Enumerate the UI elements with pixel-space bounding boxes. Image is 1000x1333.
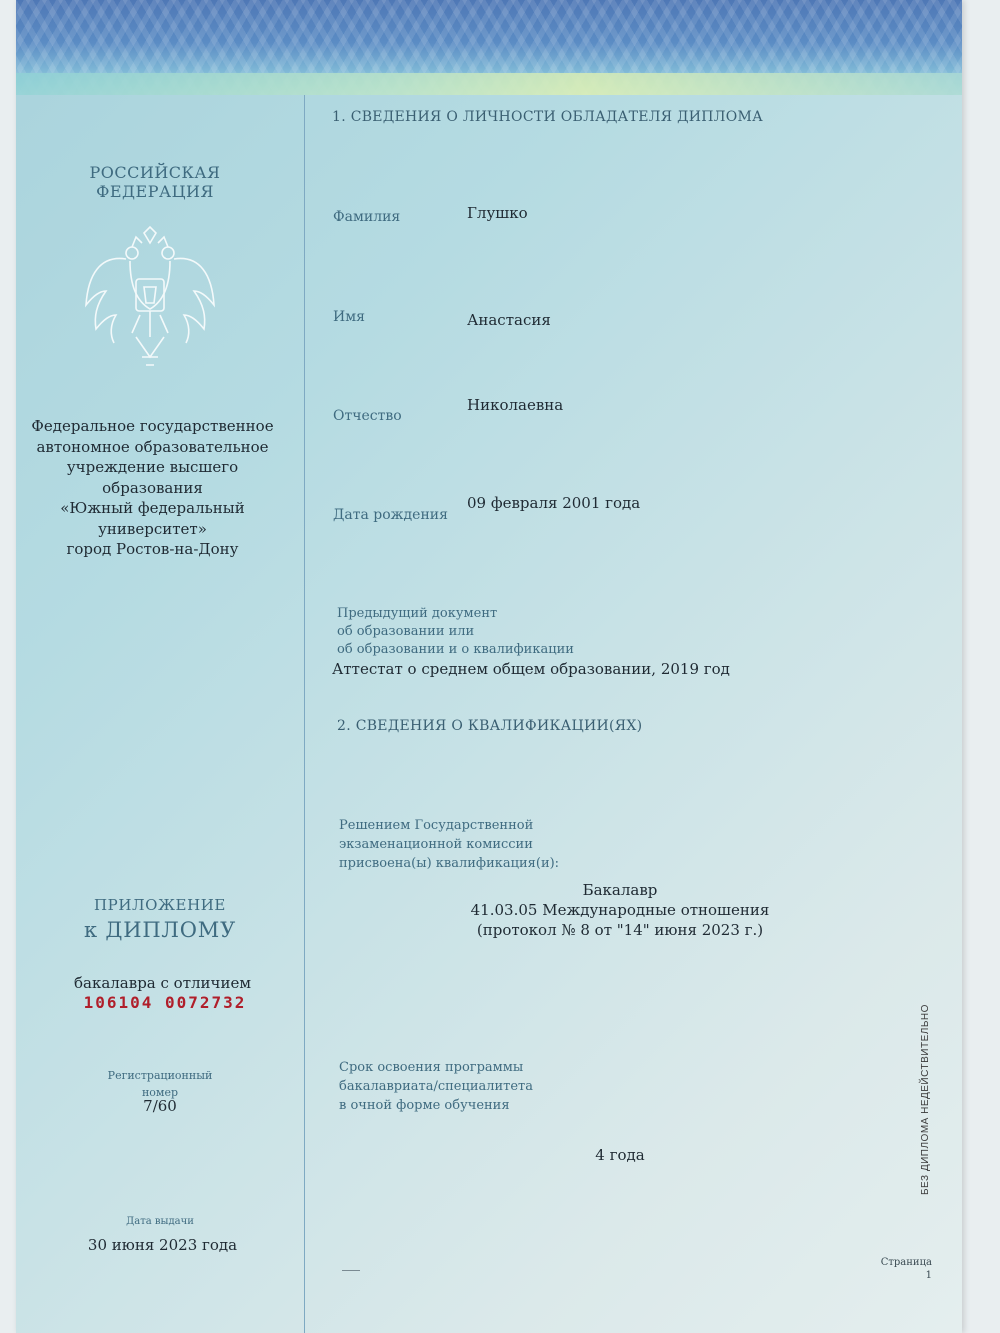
qualification-title: Бакалавр [582,881,658,899]
page-label: Страница [880,1257,932,1268]
registration-label-line2: номер [141,1086,179,1099]
institution-block [30,416,275,560]
qualification-block [420,880,820,940]
study-term-value: 4 года [595,1146,645,1164]
patronymic-label: Отчество [333,408,402,424]
commission-decision-line: Решением Государственной [339,818,534,833]
name-value: Анастасия [467,311,551,329]
commission-decision-line: присвоена(ы) квалификация(и): [339,856,560,871]
commission-decision-label [339,816,559,873]
study-term-label [339,1058,533,1115]
institution-line: Федеральное государственное [31,417,274,435]
column-divider [304,95,305,1333]
decorative-top-band [16,0,962,95]
degree-type: бакалавра с отличием [73,974,251,992]
decorative-stripe [16,73,962,95]
appendix-title-line1: ПРИЛОЖЕНИЕ [94,896,226,914]
institution-line: университет» [98,519,207,538]
country-line1: РОССИЙСКАЯ [89,163,221,182]
previous-document-label-line: об образовании и о квалификации [337,642,574,657]
name-label: Имя [333,309,365,325]
study-term-label-line: бакалавриата/специалитета [339,1079,534,1094]
footer-dash [342,1270,360,1271]
validity-note: БЕЗ ДИПЛОМА НЕДЕЙСТВИТЕЛЬНО [920,1004,931,1195]
study-term-label-line: Срок освоения программы [339,1060,524,1075]
previous-document-label-line: Предыдущий документ [337,606,498,621]
institution-line: учреждение высшего образования [66,458,239,497]
page-indicator [862,1256,932,1282]
registration-label-line1: Регистрационный [107,1069,213,1082]
institution-line: автономное образовательное [36,437,269,456]
previous-document-label [337,605,574,659]
institution-line: «Южный федеральный [60,499,245,517]
previous-document-label-line: об образовании или [337,624,475,639]
surname-value: Глушко [467,204,528,222]
serial-number: 106104 0072732 [83,993,247,1012]
patronymic-value: Николаевна [467,396,564,414]
qualification-program: 41.03.05 Международные отношения [470,901,770,919]
page-number: 1 [925,1270,932,1281]
previous-document-value: Аттестат о среднем общем образовании, 2019 год [332,660,730,678]
institution-line: город Ростов-на-Дону [66,540,239,558]
issue-date: 30 июня 2023 года [87,1236,238,1254]
section1-title: 1. СВЕДЕНИЯ О ЛИЧНОСТИ ОБЛАДАТЕЛЯ ДИПЛОМА [332,109,764,125]
qualification-protocol: (протокол № 8 от "14" июня 2023 г.) [476,921,764,939]
country-line2: ФЕДЕРАЦИЯ [96,182,214,201]
birth-date-value: 09 февраля 2001 года [467,494,641,512]
issue-date-label: Дата выдачи [126,1216,194,1227]
coat-of-arms-icon [80,225,220,375]
country-name [60,163,250,201]
registration-number: 7/60 [143,1097,177,1115]
section2-title: 2. СВЕДЕНИЯ О КВАЛИФИКАЦИИ(ЯХ) [337,718,643,734]
surname-label: Фамилия [333,209,401,225]
appendix-title-line2: к ДИПЛОМУ [83,918,237,942]
registration-label [80,1067,240,1101]
commission-decision-line: экзаменационной комиссии [339,837,533,852]
birth-date-label: Дата рождения [333,507,448,523]
study-term-label-line: в очной форме обучения [339,1098,510,1113]
